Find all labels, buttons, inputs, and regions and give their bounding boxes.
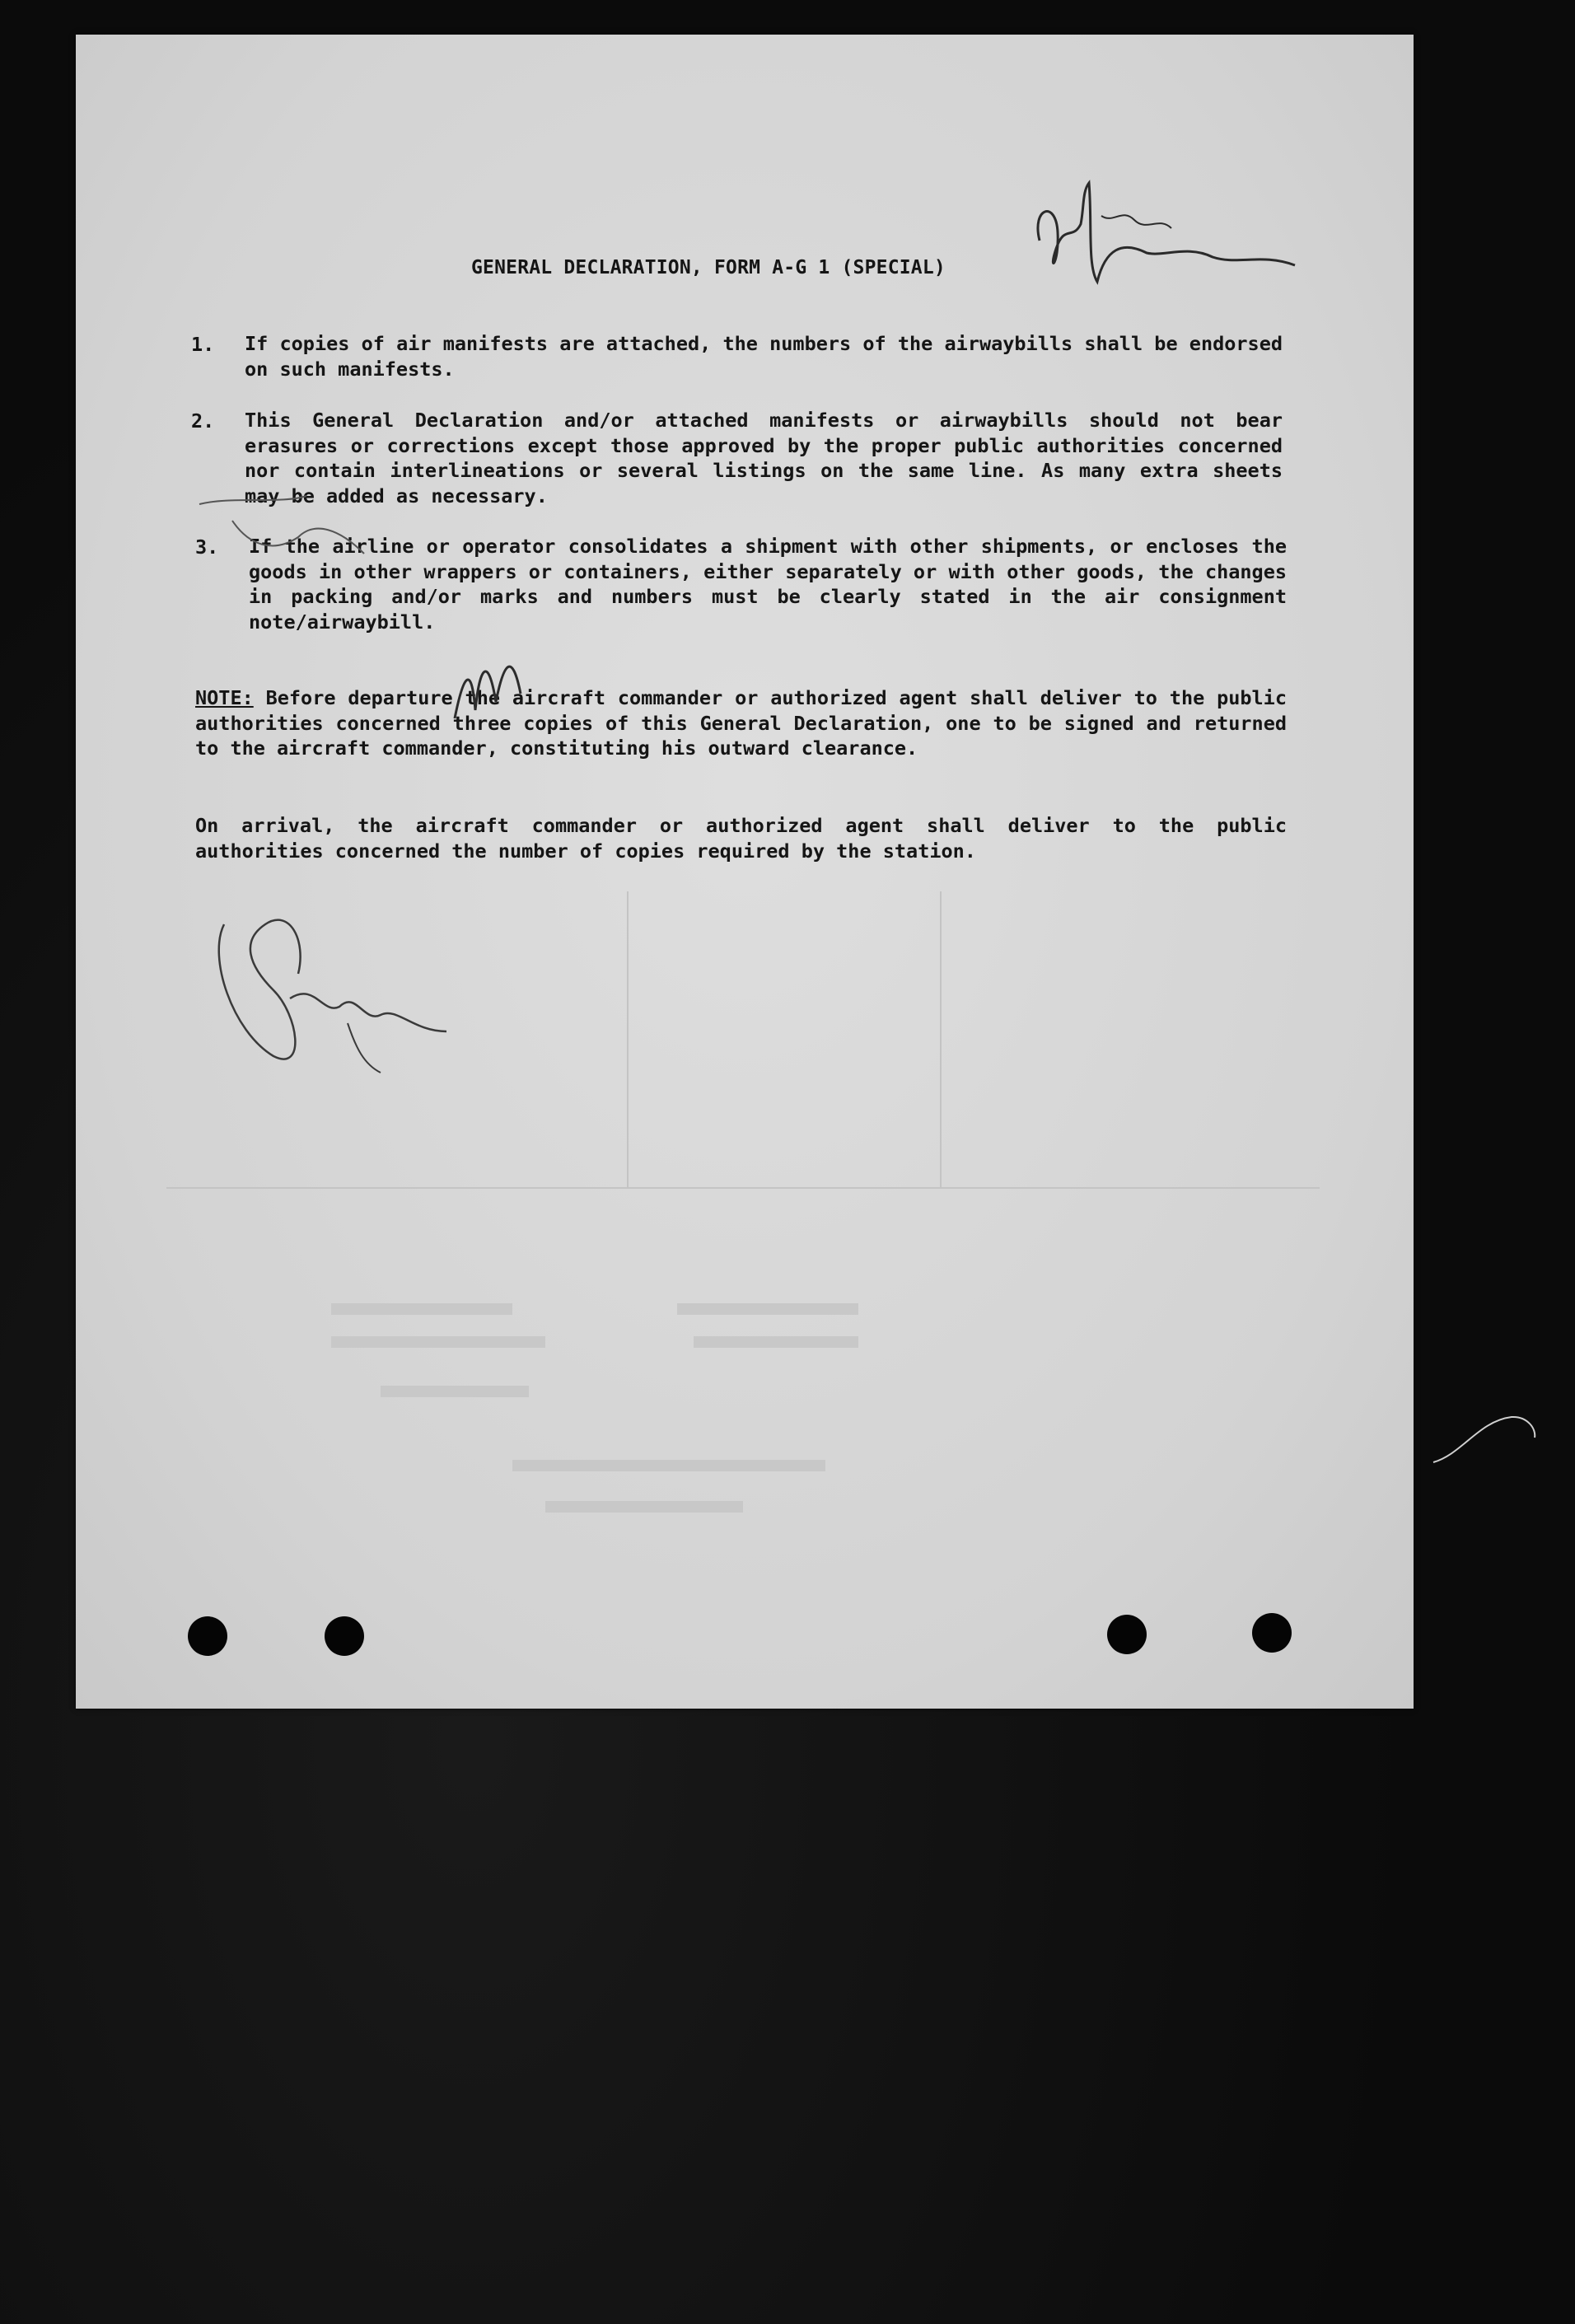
binder-hole-1 bbox=[188, 1616, 227, 1656]
handwriting-mark-left bbox=[183, 447, 446, 611]
document-title: GENERAL DECLARATION, FORM A-G 1 (SPECIAL) bbox=[471, 257, 946, 278]
binder-hole-4 bbox=[1252, 1613, 1292, 1653]
item-2-text: This General Declaration and/or attached manifests or airwaybills should not bear erasures or corrections except those approved by the proper public authorities concerned nor contain interlineations or several listings on the same line. As many extra sheets may be added as necessary. bbox=[245, 409, 1283, 507]
item-2-number: 2. bbox=[191, 409, 215, 433]
signature-top bbox=[1023, 175, 1320, 306]
binder-hole-3 bbox=[1107, 1615, 1147, 1654]
arrival-paragraph: On arrival, the aircraft commander or authorized agent shall deliver to the public authorities concerned the number of copies required by the station. bbox=[195, 814, 1287, 863]
note-text: Before departure the aircraft commander or authorized agent shall deliver to the public authorities concerned three copies of this General Declaration, one to be signed and returned to the aircraft commander, constituting his outward clearance. bbox=[195, 686, 1287, 760]
note-paragraph bbox=[195, 685, 1287, 761]
item-1-text: If copies of air manifests are attached, the numbers of the airwaybills shall be endorsed on such manifests. bbox=[245, 332, 1283, 381]
stray-mark-right bbox=[1429, 1405, 1545, 1471]
item-1-number: 1. bbox=[191, 333, 215, 356]
signature-bottom-left bbox=[199, 891, 496, 1106]
note-label: NOTE: bbox=[195, 686, 254, 709]
binder-hole-2 bbox=[325, 1616, 364, 1656]
item-3-text: If the airline or operator consolidates a shipment with other shipments, or encloses the goods in other wrappers or containers, either separately or with other goods, the changes in packing and/or marks and numbers must be clearly stated in the air consignment note/airwaybill. bbox=[249, 535, 1287, 634]
document-page bbox=[76, 35, 1414, 1709]
handwriting-mark-middle bbox=[430, 644, 562, 735]
item-3-number: 3. bbox=[195, 535, 219, 559]
